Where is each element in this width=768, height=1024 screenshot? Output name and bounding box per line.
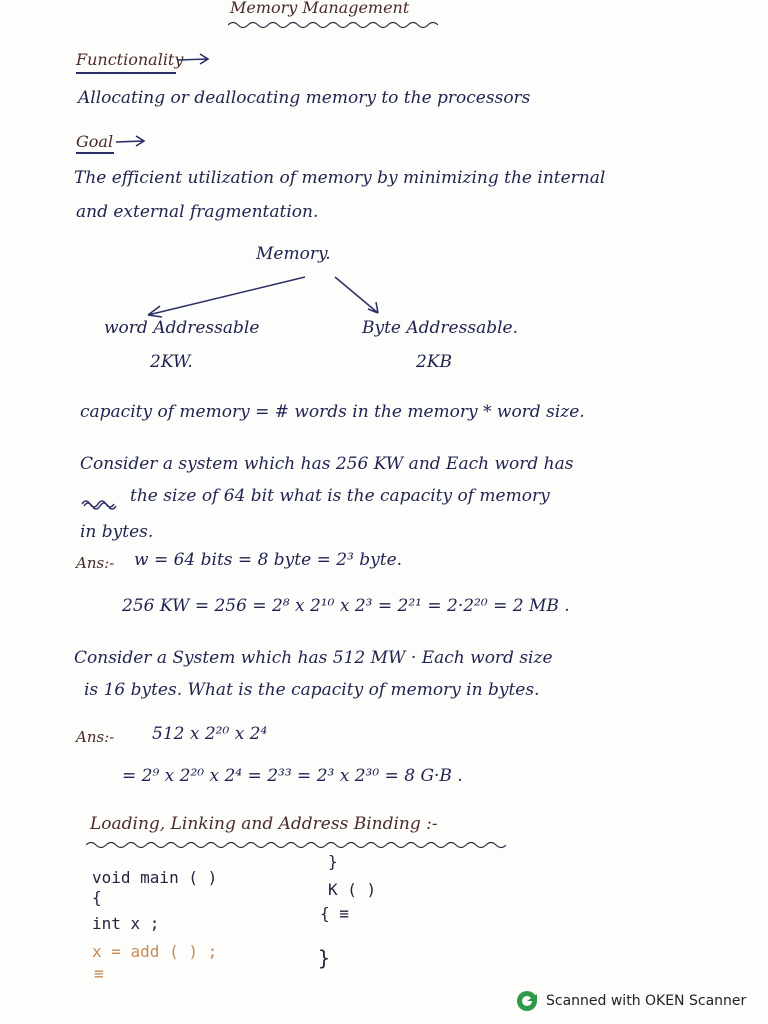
section-heading: Loading, Linking and Address Binding :- [90, 814, 438, 834]
code-left-line-3: int x ; [92, 914, 160, 933]
functionality-arrow [176, 52, 212, 66]
code-right-line-1: } [328, 852, 338, 871]
diagram-right-label: Byte Addressable. [362, 318, 518, 338]
diagram-right-sub: 2KB [416, 352, 453, 372]
problem1-line-3: in bytes. [80, 522, 154, 542]
scanner-logo-icon [516, 990, 538, 1012]
problem2-answer-line-2: = 2⁹ x 2²⁰ x 2⁴ = 2³³ = 2³ x 2³⁰ = 8 G·B . [122, 766, 463, 786]
problem1-line-2: the size of 64 bit what is the capacity of memory [130, 486, 550, 506]
functionality-underline [76, 72, 176, 74]
functionality-text: Allocating or deallocating memory to the processors [78, 88, 531, 108]
problem2-answer-label: Ans:- [76, 728, 115, 746]
code-right-line-2: K ( ) [328, 880, 377, 899]
code-left-line-2: { [92, 888, 102, 907]
code-left-line-5: ≡ [94, 964, 104, 983]
problem1-answer-line-2: 256 KW = 256 = 2⁸ x 2¹⁰ x 2³ = 2²¹ = 2·2²⁰ = 2 MB . [122, 596, 570, 616]
page-title: Memory Management [230, 0, 410, 17]
problem2-line-2: is 16 bytes. What is the capacity of memory in bytes. [84, 680, 540, 700]
title-underline [228, 20, 438, 30]
diagram-left-label: word Addressable [104, 318, 260, 338]
goal-line-2: and external fragmentation. [76, 202, 319, 222]
goal-label: Goal [76, 132, 114, 151]
code-right-line-3: { ≡ [320, 904, 349, 923]
problem2-line-1: Consider a System which has 512 MW · Each word size [74, 648, 553, 668]
goal-arrow [114, 134, 148, 148]
capacity-formula: capacity of memory = # words in the memory * word size. [80, 402, 585, 422]
diagram-root: Memory. [256, 244, 331, 264]
goal-underline [76, 152, 114, 154]
scanner-footer [516, 990, 746, 1012]
problem2-answer-line-1: 512 x 2²⁰ x 2⁴ [152, 724, 268, 744]
functionality-label: Functionality [76, 50, 184, 69]
scribble-mark [80, 496, 120, 512]
problem1-answer-line-1: w = 64 bits = 8 byte = 2³ byte. [134, 550, 403, 570]
section-underline [86, 840, 506, 850]
diagram-left-sub: 2KW. [150, 352, 193, 372]
scanner-footer-text: Scanned with OKEN Scanner [546, 993, 747, 1009]
code-left-line-4: x = add ( ) ; [92, 942, 218, 961]
code-right-line-4: } [318, 946, 331, 970]
code-left-line-1: void main ( ) [92, 868, 218, 887]
goal-line-1: The efficient utilization of memory by minimizing the internal [74, 168, 606, 188]
diagram-arrows [140, 265, 400, 325]
problem1-answer-label: Ans:- [76, 554, 115, 572]
problem1-line-1: Consider a system which has 256 KW and Each word has [80, 454, 574, 474]
